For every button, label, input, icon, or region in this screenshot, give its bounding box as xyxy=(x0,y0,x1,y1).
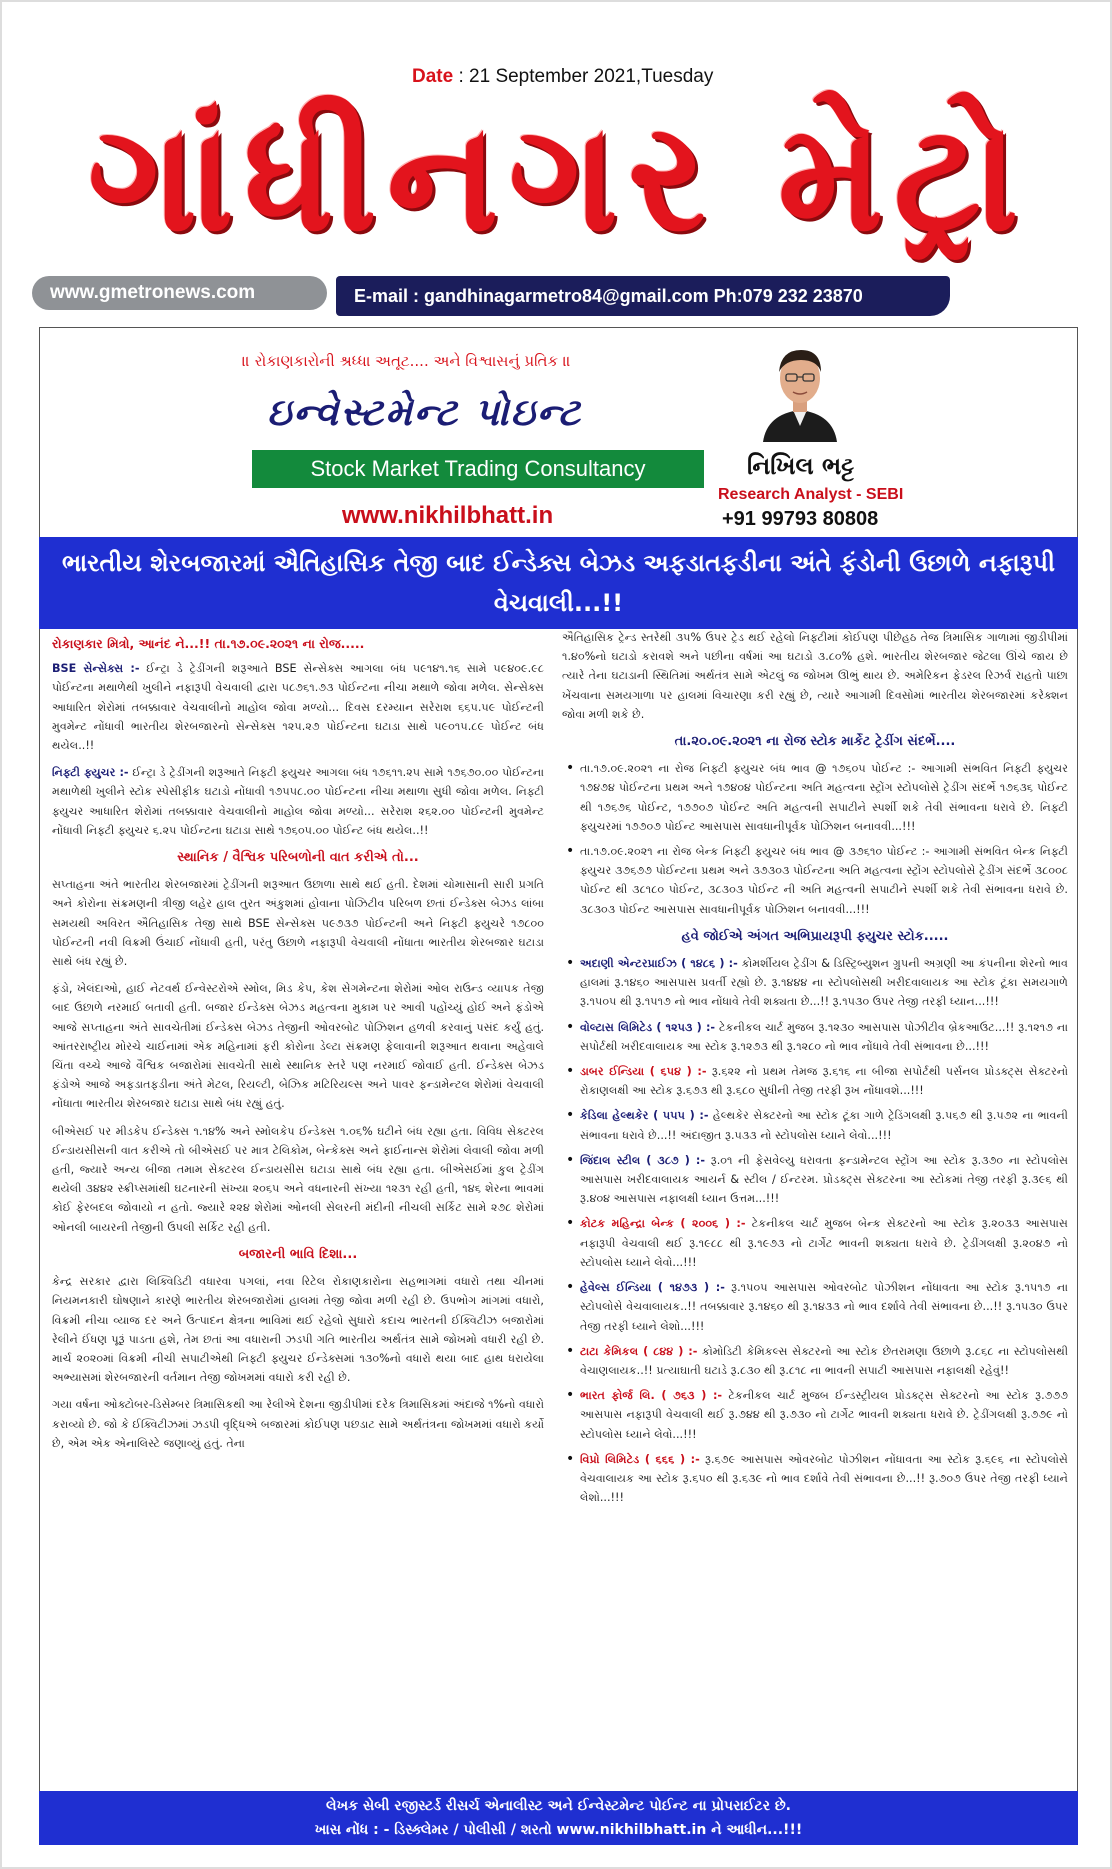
stock-name: ટાટા કેમિકલ ( ૮૪૪ ) :- xyxy=(580,1344,698,1358)
ad-consultancy-banner: Stock Market Trading Consultancy xyxy=(252,450,704,488)
ad-website-link[interactable]: www.nikhilbhatt.in xyxy=(342,502,554,529)
stock-item xyxy=(562,1214,1068,1272)
article-greeting: રોકાણકાર મિત્રો, આનંદ ને...!! તા.૧૭.૦૯.૨૦૨૧ ના રોજ..... xyxy=(52,636,365,651)
stock-text: રૂ.૦૧ ની ફેસવેલ્યુ ધરાવતા ફન્ડામેન્ટલ સ્ટ્રોંગ આ સ્ટોક રૂ.૩૭૦ ના સ્ટોપલોસ આસપાસ ખરીદવાલાયક આયર્ન & સ્ટીલ / ઈન્ટરમ. પ્રોડક્ટ્સ સેક્ટરના આ સ્ટોકમાં તેજી તરફી રૂ.૩૯૬ થી રૂ.૪૦૪ આસપાસ નફાલક્ષી ધ્યાન ઉત્તમ...!!! xyxy=(580,1153,1069,1206)
stock-text: ટેકનીકલ ચાર્ટ મુજબ બેન્ક સેક્ટરનો આ સ્ટોક રૂ.૨૦૩૩ આસપાસ નફારૂપી વેચવાલી થઈ રૂ.૧૯૮૮ થી રૂ.૧૯૭૩ નો ટાર્ગેટ ભાવની શક્યતા ધરાવે છે. ટ્રેડીંગલક્ષી રૂ.૨૦૪૭ નો સ્ટોપલોસ ધ્યાને લેવો...!!! xyxy=(580,1217,1068,1269)
stock-name: વોલ્ટાસ લિમિટેડ ( ૧૨૫૩ ) :- xyxy=(580,1020,716,1034)
list-item-banknifty: • તા.૧૭.૦૯.૨૦૨૧ ના રોજ બેન્ક નિફ્ટી ફ્યુચર બંધ ભાવ @ ૩૭૬૧૦ પોઈન્ટ :- આગામી સંભવિત બેન્ક નિફ્ટી ફ્યુચર ૩૭૬૭૭ પોઈન્ટના પ્રથમ અને ૩૭૩૦૩ પોઈન્ટના અતિ મહત્વના સ્ટ્રોંગ સ્ટોપલોસે ટ્રેડીંગ સંદર્ભે ૩૮૦૦૮ પોઈન્ટ થી ૩૮૧૮૦ પોઈન્ટ, ૩૮૩૦૩ પોઈન્ટ ની અતિ મહત્વની સપાટીને સ્પર્શી શકે તેવી સંભાવના ધરાવે છે. ૩૮૩૦૩ પોઈન્ટ આસપાસ સાવધાનીપૂર્વક પોઝિશન બનાવવી...!!! xyxy=(562,842,1068,919)
stock-text: હેલ્થકેર સેક્ટરનો આ સ્ટોક ટૂંકા ગાળે ટ્રેડિંગલક્ષી રૂ.૫૬૭ થી રૂ.૫૭૨ ના ભાવની સંભાવના ધરાવે છે...!! અંદાજીત રૂ.૫૩૩ નો સ્ટોપલોસ ધ્યાને લેવો...!!! xyxy=(580,1109,1069,1142)
stock-item xyxy=(562,1062,1068,1100)
analyst-photo xyxy=(757,336,843,442)
footer-author-note: લેખક સેબી રજીસ્ટર્ડ રીસર્ચ એનાલીસ્ટ અને ઈન્વેસ્ટમેન્ટ પોઈન્ટ ના પ્રોપરાઈટર છે. xyxy=(326,1798,791,1814)
subheading-factors: સ્થાનિક / વૈશ્વિક પરિબળોની વાત કરીએ તો... xyxy=(177,850,419,866)
left-column xyxy=(52,634,544,1461)
website-link[interactable]: www.gmetronews.com xyxy=(32,276,327,310)
stock-list xyxy=(562,954,1068,1507)
footer-banner xyxy=(39,1791,1078,1845)
stock-name: અદાણી એન્ટરપ્રાઈઝ ( ૧૪૮૬ ) :- xyxy=(580,957,738,971)
analyst-role: Research Analyst - SEBI xyxy=(718,486,904,503)
paragraph: ગયા વર્ષના ઓક્ટોબર-ડિસેમ્બર ત્રિમાસિકથી આ રેલીએ દેશના જીડીપીમાં દરેક ત્રિમાસિકમાં અંદાજે ૧%નો વધારો કરાવ્યો છે. જો કે ઈક્વિટીઝમાં ઝડપી વૃદ્ધિએ બજારમાં કોઈપણ પછડાટ સામે અર્થતંત્રના જોખમમાં વધારો કર્યો છે, એમ એક એનાલિસ્ટે જણાવ્યું હતું. તેના xyxy=(52,1398,544,1450)
advertisement xyxy=(42,332,646,532)
bse-text: ઈન્ટ્રા ડે ટ્રેડીંગની શરૂઆતે BSE સેન્સેક્સ આગલા બંધ ૫૯૧૪૧.૧૬ સામે ૫૯૪૦૯.૯૮ પોઈન્ટના મથાળેથી ખુલીને નફારૂપી વેચવાલી દ્વારા ૫૮૭૬૧.૭૩ પોઈન્ટના નીચા મથાળે જોવા મળેલ. સેન્સેક્સ આધારિત શેરોમાં તબક્કાવાર વેચવાલીનો માહોલ જોવા મળ્યો... દિવસ દરમ્યાન સરેરાશ ૬૬૫.૫૯ પોઈન્ટની મુવમેન્ટ નોંધાવી ભારતીય શેરબજારનો સેન્સેક્સ ૧૨૫.૨૭ પોઈન્ટના ઘટાડા સાથે ૫૯૦૧૫.૮૯ પોઈન્ટ બંધ થયેલ..!! xyxy=(52,662,544,753)
stock-text: ટેકનીકલ ચાર્ટ મુજબ ઈન્ડસ્ટ્રીયલ પ્રોડક્ટ્સ સેક્ટરનો આ સ્ટોક રૂ.૭૭૭ આસપાસ નફારૂપી વેચવાલી થઈ રૂ.૭૪૪ થી રૂ.૭૩૦ નો ટાર્ગેટ ભાવની શક્યતા ધરાવે છે. ટ્રેડીંગલક્ષી રૂ.૭૭૯ નો સ્ટોપલોસ ધ્યાને લેવો...!!! xyxy=(580,1389,1069,1441)
ad-tagline: ॥ રોકાણકારોની શ્રધ્ધા અતૂટ.... અને વિશ્વાસનું પ્રતિક ॥ xyxy=(242,352,571,370)
bse-lead: BSE સેન્સેક્સ :- xyxy=(52,662,140,676)
stock-name: કેડિલા હેલ્થકેર ( ૫૫૫ ) :- xyxy=(580,1109,709,1123)
date-value: : 21 September 2021,Tuesday xyxy=(458,66,714,87)
subheading-stocks: હવે જોઈએ અંગત અભિપ્રાયરૂપી ફ્યુચર સ્ટોક..... xyxy=(681,928,949,944)
paragraph: બીએસઈ પર મીડકેપ ઈન્ડેક્સ ૧.૧૪% અને સ્મોલકેપ ઈન્ડેક્સ ૧.૦૬% ઘટીને બંધ રહ્યા હતા. વિવિધ સેક્ટરલ ઈન્ડાયસીસની વાત કરીએ તો બીએસઈ પર માત્ર ટેલિકોમ, બેન્કેક્સ અને ફાઈનાન્સ શેરોમાં લેવાલી જોવા મળી હતી, જ્યારે અન્ય બીજા તમામ સેક્ટરલ ઈન્ડાયસીસ ઘટાડા સાથે બંધ રહ્યા હતા. બીએસઈમાં કુલ ટ્રેડીંગ થયેલી ૩૪૪૨ સ્ક્રીપ્સમાંથી ઘટનારની સંખ્યા ૨૦૬૫ અને વધનારની સંખ્યા ૧૨૩૧ રહી હતી, ૧૪૬ શેરના ભાવમાં કોઈ ફેરબદલ જોવાયો ન હતો. જ્યારે ૨૨૪ શેરોમાં ઓનલી સેલરની મંદીની નીચલી સર્કિટ સામે ૨૭૮ શેરોમાં ઓનલી બાયરની તેજીની ઉપલી સર્કિટ રહી હતી. xyxy=(52,1124,544,1234)
stock-item xyxy=(562,1450,1068,1508)
stock-text: ટેકનીકલ ચાર્ટ મુજબ રૂ.૧૨૩૦ આસપાસ પોઝીટીવ બ્રેકઆઉટ...!! રૂ.૧૨૧૭ ના સપોર્ટથી ખરીદવાલાયક આ સ્ટોક રૂ.૧૨૭૩ થી રૂ.૧૨૮૦ નો ભાવ નોંધાવે તેવી સંભાવના છે...!!! xyxy=(580,1020,1068,1053)
stock-name: કોટક મહિન્દ્રા બેન્ક ( ૨૦૦૬ ) :- xyxy=(580,1217,746,1231)
stock-text: રૂ.૬૭૯ આસપાસ ઓવરબોટ પોઝીશન નોંધાવતા આ સ્ટોક રૂ.૬૯૬ ના સ્ટોપલોસે વેચવાલાયક આ સ્ટોક રૂ.૬૫૦ થી રૂ.૬૩૯ નો ભાવ દર્શાવે તેવી સંભાવના છે...!! રૂ.૭૦૭ ઉપર તેજી તરફી ધ્યાને લેશો...!!! xyxy=(580,1452,1068,1505)
stock-item xyxy=(562,1342,1068,1380)
email-link[interactable]: gandhinagarmetro84@gmail.com xyxy=(424,286,709,306)
subheading-direction: બજારની ભાવિ દિશા... xyxy=(238,1246,358,1262)
analyst-name: નિખિલ ભટ્ટ xyxy=(747,452,855,480)
stock-name: ડાબર ઈન્ડિયા ( ૬૫૪ ) :- xyxy=(580,1065,707,1079)
stock-item xyxy=(562,1386,1068,1444)
subheading-trading: તા.૨૦.૦૯.૨૦૨૧ ના રોજ સ્ટોક માર્કેટ ટ્રેડીંગ સંદર્ભે.... xyxy=(674,734,956,750)
stock-item xyxy=(562,1106,1068,1144)
stock-text: રૂ.૬૨૨ નો પ્રથમ તેમજ રૂ.૬૧૬ ના બીજા સપોર્ટથી પર્સનલ પ્રોડક્ટ્સ સેક્ટરનો રોકાણલક્ષી આ સ્ટોક રૂ.૬૭૩ થી રૂ.૬૮૦ સુધીની તેજી તરફી રૂખ નોંધાવશે...!!! xyxy=(580,1065,1069,1098)
ad-brand: ઇન્વેસ્ટમેન્ટ પોઇન્ટ xyxy=(267,390,583,434)
paragraph: ફંડો, ખેલંદાઓ, હાઈ નેટવર્થ ઈન્વેસ્ટરોએ સ્મોલ, મિડ કેપ, કેશ સેગમેન્ટના શેરોમાં ઓલ રાઉન્ડ વ્યાપક તેજી બાદ ઉછાળે નરમાઈ બતાવી હતી. બજાર ઈન્ડેક્સ બેઝડ મહત્વના મુકામ પર આવી પહોંચ્યું હોઈ અને ફંડોએ આજે સપ્તાહના અંતે સાવચેતીમાં ઈન્ડેક્સ બેઝડ તેજીની ઓવરબોટ પોઝિશન હળવી કરવાનું પસંદ કર્યું હતું. આંતરરાષ્ટ્રીય મોરચે ચાઈનામાં એક મહિનામાં ફરી કોરોના ડેલ્ટા સંક્રમણ ફેલાવાની શરૂઆત થવાના અહેવાલે ચિંતા વચ્ચે આજે વૈશ્વિક બજારોમાં સાવચેતી સાથે સ્થાનિક સ્તરે પણ નરમાઈ જોવાઈ હતી. ઈન્ડેક્સ બેઝડ ફંડોએ આજે અફડાતફડીના અંતે મેટલ, રિયલ્ટી, બેઝિક મટિરિયલ્સ અને પાવર ફન્ડામેન્ટલ શેરોમાં વેચવાલી નોંધાતા ભારતીય શેરબજાર ઘટાડા સાથે બંધ રહ્યું હતું. xyxy=(52,982,544,1111)
index-list xyxy=(562,759,1068,919)
newspaper-title: ગાંધીનગર મેટ્રો xyxy=(87,91,1029,265)
right-column xyxy=(562,628,1068,1513)
stock-name: જિંદાલ સ્ટીલ ( ૩૮૭ ) :- xyxy=(580,1153,706,1167)
stock-item xyxy=(562,1151,1068,1209)
stock-text: કોમોડિટી કેમિકલ્સ સેક્ટરનો આ સ્ટોક છેતરામણા ઉછાળે રૂ.૮૬૮ ના સ્ટોપલોસથી વેચાણલાયક..!! પ્રત્યાઘાતી ઘટાડે રૂ.૮૩૦ થી રૂ.૮૧૮ ના ભાવની સપાટી આસપાસ નફાલક્ષી રહેવું!! xyxy=(580,1344,1069,1377)
nifty-text: ઈન્ટ્રા ડે ટ્રેડીંગની શરૂઆતે નિફ્ટી ફ્યુચર આગલા બંધ ૧૭૬૧૧.૨૫ સામે ૧૭૬૭૦.૦૦ પોઈન્ટના મથાળેથી ખુલીને સ્ટોક સ્પેસીફીક ઘટાડો નોંધાવી ૧૭૫૫૮.૦૦ પોઈન્ટના નીચા મથાળા સુધી જોવા મળેલ. નિફ્ટી ફ્યુચર આધારિત શેરોમાં તબક્કાવાર વેચવાલીનો માહોલ જોવા મળ્યો... સરેરાશ ૨૬૨.૦૦ પોઈન્ટની મુવમેન્ટ નોંધાવી નિફ્ટી ફ્યુચર ૬.૨૫ પોઈન્ટના ઘટાડા સાથે ૧૭૬૦૫.૦૦ પોઈન્ટ બંધ થયેલ..!! xyxy=(52,766,544,837)
stock-item xyxy=(562,1278,1068,1336)
nifty-lead: નિફ્ટી ફ્યુચર :- xyxy=(52,766,129,780)
paragraph: સપ્તાહના અંતે ભારતીય શેરબજારમાં ટ્રેડીંગની શરૂઆત ઉછાળા સાથે થઈ હતી. દેશમાં ચોમાસાની સારી પ્રગતિ અને કોરોના સંક્રમણની ત્રીજી લહેર હાલ તુરત અંકુશમાં હોવાના પોઝિટીવ પરિબળ છતાં ઈન્ડેક્સ બેઝડ લાંબા સમયથી અવિરત ઐતિહાસિક તેજી સાથે BSE સેન્સેક્સ ૫૯૭૩૭ પોઈન્ટની અને નિફ્ટી ફ્યુચરે ૧૭૮૦૦ પોઈન્ટની નવી વિક્રમી ઉંચાઈ નોંધાવી હતી, પરંતુ ઉછાળે નફારૂપી વેચવાલી નોંધાતા ભારતીય શેરબજાર ઘટાડા સાથે બંધ રહ્યું છે. xyxy=(52,878,544,969)
email-label: E-mail : xyxy=(354,286,420,306)
bse-paragraph xyxy=(52,659,544,755)
stock-name: હેવેલ્સ ઈન્ડિયા ( ૧૪૭૩ ) :- xyxy=(580,1281,725,1295)
phone-number: Ph:079 232 23870 xyxy=(713,286,863,306)
nifty-paragraph xyxy=(52,763,544,840)
article-headline: ભારતીય શેરબજારમાં ઐતિહાસિક તેજી બાદ ઈન્ડેક્સ બેઝડ અફડાતફડીના અંતે ફંડોની ઉછાળે નફારૂપી વેચવાલી...!! xyxy=(39,537,1078,629)
stock-text: કોમર્શીયલ ટ્રેડીંગ & ડિસ્ટ્રિબ્યુશન ગ્રુપની અગ્રણી આ કંપનીના શેરનો ભાવ હાલમાં રૂ.૧૪૬૦ આસપાસ પ્રવર્તી રહ્યો છે. રૂ.૧૪૪૪ ના સ્ટોપલોસથી ખરીદવાલાયક આ સ્ટોક ટૂંકા સમયગાળે રૂ.૧૫૦૫ થી રૂ.૧૫૧૭ નો ભાવ નોંધાવે તેવી શક્યતા છે...!! રૂ.૧૫૩૦ ઉપર તેજી તરફી ધ્યાન...!!! xyxy=(580,957,1068,1009)
footer-disclaimer: ખાસ નોંધ : - ડિસ્ક્લેમર / પોલીસી / શરતો www.nikhilbhatt.in ને આધીન...!!! xyxy=(314,1822,803,1838)
paragraph: ઐતિહાસિક ટ્રેન્ડ સ્તરેથી ૩૫% ઉપર ટ્રેડ થઈ રહેલો નિફ્ટીમાં કોઈપણ પીછેહઠ તેજ ત્રિમાસિક ગાળામાં જીડીપીમાં ૧.૪૦%નો ઘટાડો કરાવશે અને પછીના વર્ષમાં આ ઘટાડો ૩.૮૦% હશે. ભારતીય શેરબજાર જેટલા ઊંચે જાય છે ત્યારે તેના ઘટાડાની સ્થિતિમાં અર્થતંત્ર સામે એટલું જ જોખમ ઊભું થાય છે. અમેરિકન ફેડરલ રિઝર્વ રાહતો પાછા ખેંચવાના સમયગાળા પર હાલમાં વિચારણા કરી રહ્યું છે, ત્યારે આગામી દિવસોમાં ભારતીય શેરબજારમાં કરેક્શન જોવા મળી શકે છે. xyxy=(562,631,1068,721)
contact-bar xyxy=(336,276,950,316)
stock-name: વિપ્રો લિમિટેડ ( ૬૬૬ ) :- xyxy=(580,1452,700,1466)
list-item-nifty: • તા.૧૭.૦૯.૨૦૨૧ ના રોજ નિફ્ટી ફ્યુચર બંધ ભાવ @ ૧૭૬૦૫ પોઈન્ટ :- આગામી સંભવિત નિફ્ટી ફ્યુચર ૧૭૪૭૪ પોઈન્ટના પ્રથમ અને ૧૭૪૦૪ પોઈન્ટના અતિ મહત્વના સ્ટ્રોંગ સ્ટોપલોસે ટ્રેડીંગ સંદર્ભે ૧૭૬૩૬ પોઈન્ટ થી ૧૭૬૭૬ પોઈન્ટ, ૧૭૭૦૭ પોઈન્ટ અતિ મહત્વની સપાટીને સ્પર્શી શકે તેવી સંભાવના ધરાવે છે. નિફ્ટી ફ્યુચરમાં ૧૭૭૦૭ પોઈન્ટ આસપાસ સાવધાનીપૂર્વક પોઝિશન બનાવવી...!!! xyxy=(562,759,1068,836)
stock-item xyxy=(562,1018,1068,1056)
stock-text: રૂ.૧૫૦૫ આસપાસ ઓવરબોટ પોઝીશન નોંધાવતા આ સ્ટોક રૂ.૧૫૧૭ ના સ્ટોપલોસે વેચવાલાયક..!! તબક્કાવાર રૂ.૧૪૬૦ થી રૂ.૧૪૩૩ નો ભાવ દર્શાવે તેવી સંભાવના છે...!! રૂ.૧૫૩૦ ઉપર તેજી તરફી ધ્યાને લેશો...!!! xyxy=(580,1281,1068,1333)
analyst-phone: +91 99793 80808 xyxy=(722,508,879,530)
stock-item xyxy=(562,954,1068,1012)
date-label: Date xyxy=(412,66,454,87)
paragraph: કેન્દ્ર સરકાર દ્વારા લિક્વિડિટી વધારવા પગલાં, નવા રિટેલ રોકાણકારોના સહભાગમાં વધારો તથા ચીનમાં નિયમનકારી ઘોષણાને કારણે ભારતીય શેરબજારોમાં હાલમાં તેજી જોવા મળી રહી છે. ઉપભોગ માંગમાં વધારો, વિક્રમી નીચા વ્યાજ દર અને ઉત્પાદન ક્ષેત્રના ભાવિમાં થઈ રહેલો સુધારો કદાચ ભારતની ઈક્વિટીઝ બજારોમાં રેલીને ઈંધણ પૂરૂં પાડતા હશે, તેમ છતાં આ વધારાની ઝડપી ગતિ ભારતીય અર્થતંત્ર સામે જોખમો વધારી રહી છે. માર્ચ ૨૦૨૦માં વિક્રમી નીચી સપાટીએથી નિફ્ટી ફ્યુચર ઈન્ડેક્સમાં ૧૩૦%નો વધારો થયા બાદ હાથ ધરાયેલા અભ્યાસમાં શેરબજારની વર્તમાન તેજી જોખમમાં વધારો કરી રહી છે. xyxy=(52,1275,544,1385)
stock-name: ભારત ફોર્જ લિ. ( ૭૬૩ ) :- xyxy=(580,1389,723,1403)
date-line xyxy=(412,66,713,88)
